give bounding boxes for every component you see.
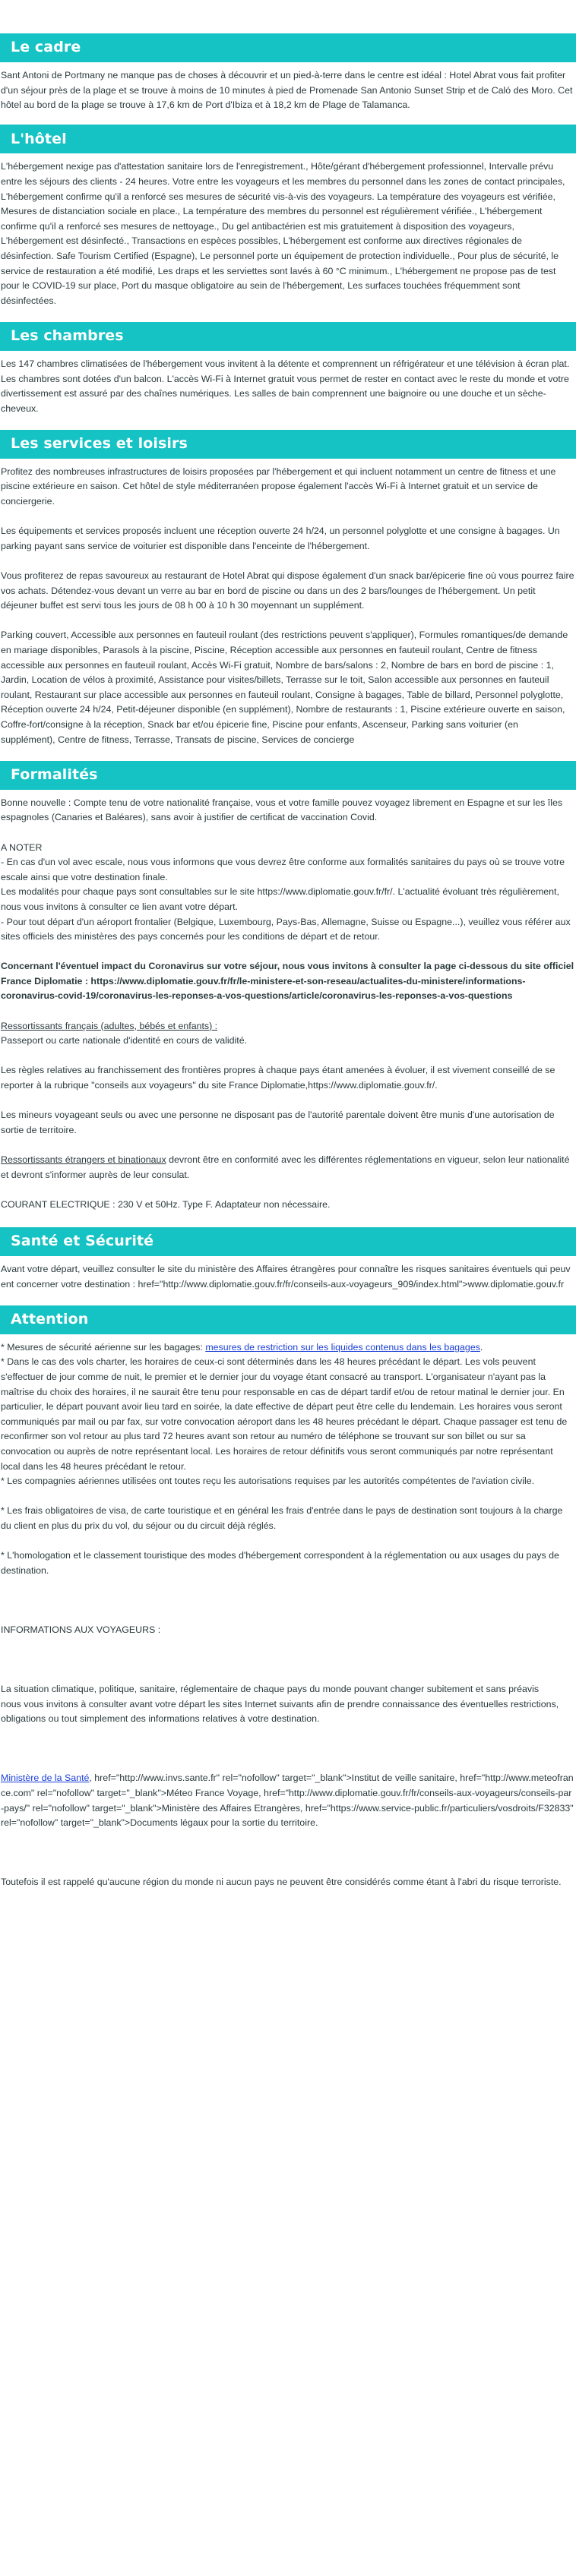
spacer xyxy=(1,1653,574,1682)
section-title-loisirs: Les services et loisirs xyxy=(0,430,576,459)
section-loisirs xyxy=(0,430,576,747)
anoter-title: A NOTER xyxy=(1,841,43,853)
courant-text: COURANT ELECTRIQUE : 230 V et 50Hz. Type F. Adaptateur non nécessaire. xyxy=(1,1198,331,1210)
loisirs-p1: Profitez des nombreuses infrastructures de loisirs proposées par l'hébergement et qui incluent notamment un centre de fitness et une piscine extérieure en saison. Cet hôtel de style méditerranéen propose également l'accès Wi-Fi à Internet gratuit et un service de conciergerie. xyxy=(1,466,556,507)
section-sante xyxy=(0,1227,576,1292)
loisirs-p3: Vous profiterez de repas savoureux au restaurant de Hotel Abrat qui dispose également d'un snack bar/épicerie fine où vous pourrez faire vos achats. Détendez-vous devant un verre au bar en bord de piscine ou dans un des 2 bars/lounges de l'hébergement. Un petit déjeuner buffet est servi tous les jours de 08 h 00 à 10 h 30 moyennant un supplément. xyxy=(1,570,574,611)
liquides-restriction-link[interactable]: mesures de restriction sur les liquides contenus dans les bagages xyxy=(205,1341,480,1353)
formalites-p1: Bonne nouvelle : Compte tenu de votre nationalité française, vous et votre famille pouvez voyagez librement en Espagne et sur les îles espagnoles (Canaries et Baléares), sans avoir à justifier de certificat de vaccination Covid. xyxy=(1,797,563,823)
chambres-text: Les 147 chambres climatisées de l'hébergement vous invitent à la détente et comprennent un réfrigérateur et une télévision à écran plat. Les chambres sont dotées d'un balcon. L'accès Wi-Fi à Internet gratuit vous permet de rester en contact avec le reste du monde et votre divertissement est assuré par des chaînes numériques. Les salles de bain comprennent une baignoire ou une douche et un sèche-cheveux. xyxy=(1,358,570,414)
section-hotel xyxy=(0,125,576,308)
section-title-attention: Attention xyxy=(0,1305,576,1334)
regles-text: Les règles relatives au franchissement des frontières propres à chaque pays étant amenées à évoluer, il est vivement conseillé de se reporter à la rubrique "conseils aux voyageurs" du site France Diplomatie,https://www.diplomatie.gouv.fr/. xyxy=(1,1065,555,1091)
attention-p1-prefix: * Mesures de sécurité aérienne sur les bagages: xyxy=(1,1341,206,1353)
section-title-formalites: Formalités xyxy=(0,761,576,790)
info-p1: La situation climatique, politique, sanitaire, réglementaire de chaque pays du monde pouvant changer subitement et sans préavis xyxy=(1,1684,540,1695)
corona-notice: Concernant l'éventuel impact du Coronavirus sur votre séjour, nous vous invitons à consulter la page ci-dessous du site officiel France Diplomatie : https://www.diplomatie.gouv.fr/fr/le-ministere-et-son-reseau/actualites-du-ministere/informations-coronavirus-covid-19/coronavirus-les-reponses-a-vos-questions/article/coronavirus-les-reponses-a-vos-questions xyxy=(1,961,574,1002)
attention-p5: * L'homologation et le classement touristique des modes d'hébergement correspondent à la réglementation ou aux usages du pays de destination. xyxy=(1,1550,559,1576)
final-text: Toutefois il est rappelé qu'aucune région du monde ni aucun pays ne peuvent être considérés comme étant à l'abri du risque terroriste. xyxy=(1,1877,562,1888)
loisirs-p4: Parking couvert, Accessible aux personnes en fauteuil roulant (des restrictions peuvent s'appliquer), Formules romantiques/de demande en mariage disponibles, Parasols à la piscine, Piscine, Réception accessible aux personnes en fauteuil roulant, Centre de fitness accessible aux personnes en fauteuil roulant, Accès Wi-Fi gratuit, Nombre de bars/salons : 2, Nombre de bars en bord de piscine : 1, Jardin, Location de vélos à proximité, Assistance pour visites/billets, Terrasse sur le toit, Salon accessible aux personnes en fauteuil roulant, Restaurant sur place accessible aux personnes en fauteuil roulant, Consigne à bagages, Table de billard, Personnel polyglotte, Réception ouverte 24 h/24, Petit-déjeuner disponible (en supplément), Nombre de restaurants : 1, Piscine extérieure ouverte en saison, Coffre-fort/consigne à la réception, Snack bar et/ou épicerie fine, Piscine pour enfants, Ascenseur, Parking sans voiturier (en supplément), Centre de fitness, Terrasse, Transats de piscine, Services de concierge xyxy=(1,630,568,745)
ressortissants-etr-text: devront être en conformité avec les différentes réglementations en vigueur, selon leur nationalité et devront s'informer auprès de leur consulat. xyxy=(1,1154,570,1180)
info-p2: nous vous invitons à consulter avant votre départ les sites Internet suivants afin de prendre connaissance des éventuelles restrictions, obligations ou tout simplement des informations relatives à votre destination. xyxy=(1,1698,559,1725)
ressortissants-etr xyxy=(1,1153,574,1182)
attention-p3: * Les compagnies aériennes utilisées ont toutes reçu les autorisations requises par les autorités compétentes de l'aviation civile. xyxy=(1,1476,535,1487)
section-title-cadre: Le cadre xyxy=(0,33,576,62)
section-chambres xyxy=(0,322,576,416)
sante-text: Avant votre départ, veuillez consulter le site du ministère des Affaires étrangères pour connaître les risques sanitaires éventuels qui peuvent concerner votre destination : href="http://www.diplomatie.gouv.fr/fr/conseils-aux-voyageurs_909/index.html">www.diplomatie.gouv.fr xyxy=(1,1263,571,1290)
section-title-chambres: Les chambres xyxy=(0,322,576,351)
attention-p2: * Dans le cas des vols charter, les horaires de ceux-ci sont déterminés dans les 48 heures précédant le départ. Les vols peuvent s'effectuer de jour comme de nuit, le premier et le dernier jour du voyage étant consacré au transport. L'organisateur n'ayant pas la maîtrise du choix des horaires, il ne saurait être tenu pour responsable en cas de départ tardif et/ou de retour matinal le dernier jour. En particulier, le départ pouvant avoir lieu tard en soirée, la date effective de départ peut être celle du lendemain. Les horaires vous seront communiqués par mail ou par fax, sur votre convocation aéroport dans les 48 heures précédant le départ. Chaque passager est tenu de reconfirmer son vol retour au plus tard 72 heures avant son retour au numéro de téléphone se trouvant sur son billet ou sur sa convocation ou auprès de notre représentant local. Les horaires de retour définitifs vous seront communiqués par notre représentant local dans les 48 heures précédant le retour. xyxy=(1,1356,568,1472)
section-title-hotel: L'hôtel xyxy=(0,125,576,153)
info-title: INFORMATIONS AUX VOYAGEURS : xyxy=(1,1624,161,1635)
cadre-text: Sant Antoni de Portmany ne manque pas de choses à découvrir et un pied-à-terre dans le centre est idéal : Hotel Abrat vous fait profiter d'un séjour près de la plage et se trouve à moins de 10 minutes à pied de Promenade San Antonio Sunset Strip et de Caló des Moro. Cet hôtel au bord de la plage se trouve à 17,6 km de Port d'Ibiza et à 18,2 km de Plage de Talamanca. xyxy=(1,70,573,111)
ressortissants-fr-title: Ressortissants français (adultes, bébés et enfants) : xyxy=(1,1020,218,1031)
attention-p4: * Les frais obligatoires de visa, de carte touristique et en général les frais d'entrée dans le pays de destination sont toujours à la charge du client en plus du prix du vol, du séjour ou du circuit déjà réglés. xyxy=(1,1505,563,1531)
attention-p1 xyxy=(1,1340,574,1356)
hotel-text: L'hébergement nexige pas d'attestation sanitaire lors de l'enregistrement., Hôte/gérant d'hébergement professionnel, Intervalle prévu entre les séjours des clients - 24 heures. Votre entre les voyageurs et les membres du personnel dans les zones de contact principales, L'hébergement confirme qu'il a renforcé ses mesures de sécurité vis-à-vis des voyageurs. La température des voyageurs est vérifiée, Mesures de distanciation sociale en place., La température des membres du personnel est régulièrement vérifiée., L'hébergement confirme qu'il a renforcé ses mesures de nettoyage., Du gel antibactérien est mis gratuitement à disposition des voyageurs, L'hébergement est désinfecté., Transactions en espèces possibles, L'hébergement est conforme aux directives régionales de désinfection. Safe Tourism Certified (Espagne), Le personnel porte un équipement de protection individuelle., Pour plus de sécurité, le service de restauration a été modifié, Les draps et les serviettes sont lavés à 60 °C minimum., L'hébergement ne propose pas de test pour le COVID-19 sur place, Port du masque obligatoire au sein de l'hébergement, Les surfaces touchées fréquemment sont désinfectées. xyxy=(1,161,565,306)
page xyxy=(0,33,576,1890)
spacer xyxy=(1,1593,574,1623)
section-attention xyxy=(0,1305,576,1890)
ministere-sante-link[interactable]: Ministère de la Santé xyxy=(1,1773,90,1784)
anoter-2: Les modalités pour chaque pays sont consultables sur le site https://www.diplomatie.gouv.fr/fr/. L'actualité évoluant très régulièrement, nous vous invitons à consulter ce lien avant votre départ. xyxy=(1,886,559,912)
ressortissants-fr-text: Passeport ou carte nationale d'identité en cours de validité. xyxy=(1,1035,248,1046)
section-formalites xyxy=(0,761,576,1213)
attention-p1-suffix: . xyxy=(479,1341,483,1353)
section-title-sante: Santé et Sécurité xyxy=(0,1227,576,1256)
loisirs-p2: Les équipements et services proposés incluent une réception ouverte 24 h/24, un personnel polyglotte et une consigne à bagages. Un parking payant sans service de voiturier est disponible dans l'enceinte de l'hébergement. xyxy=(1,526,560,551)
mineurs-text: Les mineurs voyageant seuls ou avec une personne ne disposant pas de l'autorité parentale doivent être munis d'une autorisation de sortie de territoire. xyxy=(1,1110,555,1135)
anoter-1: - En cas d'un vol avec escale, nous vous informons que vous devrez être conforme aux formalités sanitaires du pays où se trouve votre escale ainsi que votre destination finale. xyxy=(1,857,565,882)
spacer xyxy=(1,1845,574,1875)
ressortissants-etr-title: Ressortissants étrangers et binationaux xyxy=(1,1154,166,1165)
info-links-rest: , href="http://www.invs.sante.fr" rel="nofollow" target="_blank">Institut de veille sanitaire, href="http://www.meteofrance.com" rel="nofollow" target="_blank">Méteo France Voyage, href="http://www.diplomatie.gouv.fr/fr/conseils-aux-voyageurs/conseils-par-pays/" rel="nofollow" target="_blank">Ministère des Affaires Etrangères, href="https://www.service-public.fr/particuliers/vosdroits/F32833" rel="nofollow" target="_blank">Documents légaux pour la sortie du territoire. xyxy=(1,1773,574,1829)
anoter-3: - Pour tout départ d'un aéroport frontalier (Belgique, Luxembourg, Pays-Bas, Allemagne, Suisse ou Espagne...), veuillez vous référer aux sites officiels des ministères des pays concernés pour les conditions de départ et de retour. xyxy=(1,916,571,942)
section-cadre xyxy=(0,33,576,113)
info-links xyxy=(1,1771,574,1830)
spacer xyxy=(1,1741,574,1771)
